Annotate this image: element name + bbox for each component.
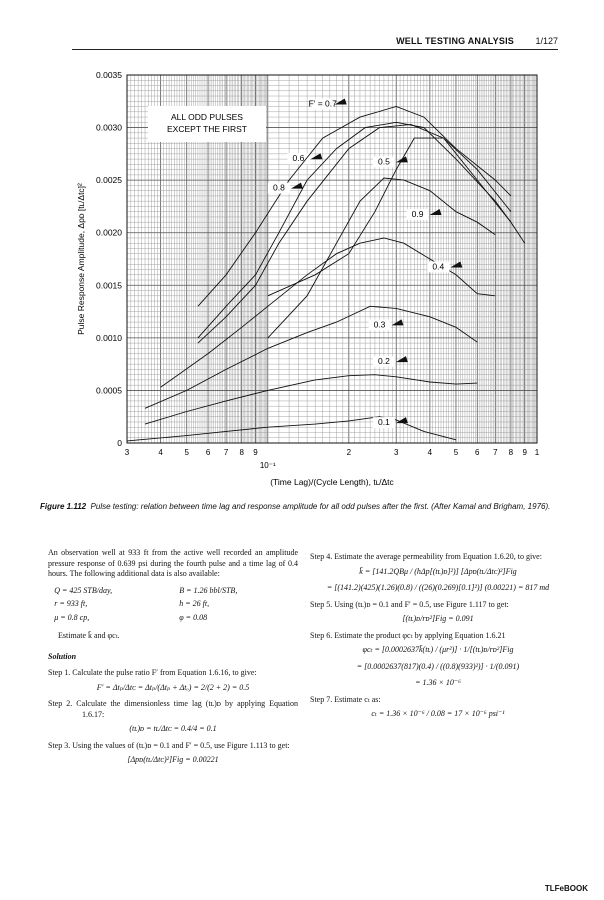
- y-tick-label: 0.0030: [96, 122, 122, 133]
- data-r: r = 933 ft,: [54, 599, 88, 608]
- equation-6b: = [0.0002637(817)(0.4) / ((0.8)(933)²)] · 1/(0.091): [356, 661, 520, 671]
- equation-6c: = 1.36 × 10⁻⁶: [415, 678, 461, 687]
- step-5: Step 5. Using (tʟ)ᴅ = 0.1 and F′ = 0.5, use Figure 1.117 to get:: [310, 599, 509, 609]
- series-label-0.6: 0.6: [292, 153, 305, 164]
- x-tick-label: 8: [508, 448, 514, 457]
- series-label-0.3: 0.3: [373, 319, 386, 330]
- caption-text: Pulse testing: relation between time lag and response amplitude for all odd pulses after the first. (After Kamal and Brigham, 1976).: [90, 502, 551, 511]
- y-tick-label: 0.0015: [96, 280, 122, 291]
- x-tick-label: 3: [124, 448, 130, 457]
- data-q: Q = 425 STB/day,: [54, 585, 113, 595]
- step-4: Step 4. Estimate the average permeability from Equation 1.6.20, to give:: [310, 552, 542, 561]
- x-tick-label: 3: [394, 448, 399, 457]
- series-label-0.2: 0.2: [377, 356, 390, 367]
- x-tick-label: 8: [239, 448, 244, 457]
- series-label-0.1: 0.1: [377, 417, 390, 428]
- x-tick-label: 10⁻¹: [259, 461, 276, 470]
- equation-6a: φcₜ = [0.0002637k̄(tʟ) / (μr²)] · 1/[(tʟ)ᴅ/rᴅ²]Fig: [362, 645, 514, 654]
- x-tick-label: 6: [205, 448, 211, 457]
- solution-heading: Solution: [48, 651, 77, 661]
- data-phi: φ = 0.08: [179, 612, 208, 622]
- equation-3: [Δpᴅ(tʟ/Δtᴄ)²]Fig = 0.00221: [127, 755, 219, 764]
- x-axis-label: (Time Lag)/(Cycle Length), tʟ/Δtᴄ: [270, 477, 394, 487]
- step-3: Step 3. Using the values of (tʟ)ᴅ = 0.1 and F′ = 0.5, use Figure 1.113 to get:: [48, 740, 290, 750]
- right-column: [310, 548, 566, 726]
- x-tick-label: 5: [453, 448, 459, 457]
- left-column: [48, 548, 298, 772]
- annotation-line-2: EXCEPT THE FIRST: [167, 124, 247, 134]
- series-label-0.4: 0.4: [432, 261, 445, 272]
- y-tick-label: 0.0005: [96, 385, 122, 396]
- data-mu: μ = 0.8 cp,: [54, 612, 90, 622]
- equation-4b: = [(141.2)(425)(1.26)(0.8) / ((26)(0.269)[0.1]²)] (0.00221) = 817 md: [326, 583, 550, 592]
- equation-4a: k̄ = [141.2QBμ / (hΔp[(tʟ)ᴅ]²)] [Δpᴅ(tʟ/Δtᴄ)²]Fig: [359, 566, 517, 576]
- figure-caption: [40, 501, 568, 512]
- x-tick-label: 6: [475, 448, 480, 457]
- series-label-0.7: F′ = 0.7: [308, 98, 337, 109]
- pulse-response-chart: [0, 60, 604, 500]
- x-tick-label: 9: [522, 448, 527, 457]
- x-tick-label: 9: [253, 448, 258, 457]
- step-2: Step 2. Calculate the dimensionless time lag (tʟ)ᴅ by applying Equation 1.6.17:: [48, 699, 298, 719]
- problem-intro: An observation well at 933 ft from the active well recorded an amplitude pressure response of 0.639 psi during the fourth pulse and a time lag of 0.4 hours. The following additional data is also available:: [48, 548, 298, 578]
- data-b: B = 1.26 bbl/STB,: [179, 585, 238, 595]
- annotation-box: [148, 106, 266, 142]
- header-rule: [72, 49, 558, 50]
- running-title: WELL TESTING ANALYSIS: [396, 36, 514, 46]
- y-tick-label: 0.0010: [96, 332, 122, 343]
- x-tick-label: 4: [427, 448, 433, 457]
- step-1: Step 1. Calculate the pulse ratio F′ from Equation 1.6.16, to give:: [48, 668, 257, 677]
- annotation-line-1: ALL ODD PULSES: [171, 112, 243, 122]
- page-header: [72, 36, 558, 50]
- data-h: h = 26 ft,: [179, 599, 210, 608]
- equation-2: (tʟ)ᴅ = tʟ/Δtᴄ = 0.4/4 = 0.1: [129, 724, 217, 733]
- step-7: Step 7. Estimate cₜ as:: [310, 694, 381, 704]
- estimate-line: Estimate k̄ and φcₜ.: [58, 631, 120, 640]
- x-tick-label: 5: [184, 448, 189, 457]
- y-tick-label: 0.0035: [96, 70, 122, 80]
- y-tick-label: 0.0025: [96, 175, 122, 186]
- figure-label: Figure 1.112: [40, 502, 87, 511]
- x-tick-label: 4: [158, 448, 163, 457]
- series-label-0.5: 0.5: [377, 156, 390, 167]
- x-tick-label: 7: [493, 448, 498, 457]
- x-tick-label: 7: [223, 448, 229, 457]
- y-tick-label: 0.0020: [96, 227, 122, 238]
- x-tick-label: 2: [346, 448, 352, 457]
- equation-1: F′ = Δtₚ/Δtᴄ = Δtₚ/(Δtₚ + Δtₒ) = 2/(2 + 2) = 0.5: [96, 682, 250, 692]
- y-tick-label: 0: [117, 438, 122, 448]
- step-6: Step 6. Estimate the product φcₜ by applying Equation 1.6.21: [310, 630, 506, 640]
- equation-5: [(tʟ)ᴅ/rᴅ²]Fig = 0.091: [402, 614, 474, 623]
- footer-text: TLFeBOOK: [544, 884, 588, 893]
- x-tick-label: 1: [534, 448, 540, 457]
- series-label-0.8: 0.8: [273, 182, 285, 193]
- y-axis-label: Pulse Response Amplitude, Δpᴅ [tʟ/Δtᴄ]²: [76, 183, 86, 335]
- series-label-0.9: 0.9: [411, 208, 424, 219]
- page-number: 1/127: [535, 36, 558, 46]
- equation-7: cₜ = 1.36 × 10⁻⁶ / 0.08 = 17 × 10⁻⁶ psi⁻¹: [371, 709, 505, 718]
